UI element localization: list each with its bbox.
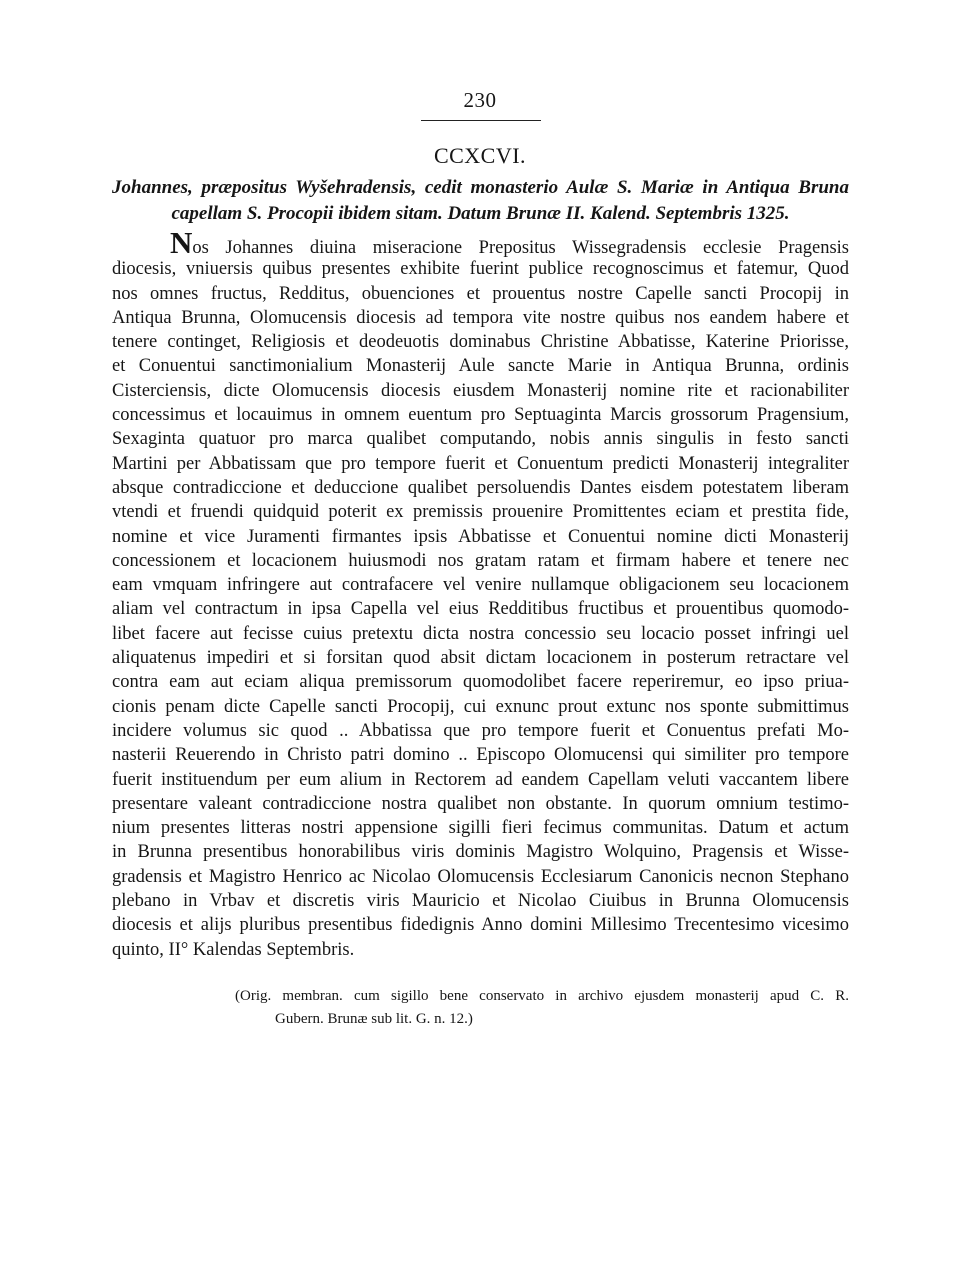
charter-line: diocesis et alijs pluribus presentibus fidedignis Anno domini Millesimo Trecentesimo vicesimo — [112, 915, 849, 936]
charter-line: eam vmquam infringere aut contrafacere vel venire nullamque obligacionem seu locacionem — [112, 575, 849, 596]
charter-line: nos omnes fructus, Redditus, obuenciones et prouentus nostre Capelle sancti Procopij in — [112, 283, 849, 304]
summary-line: capellam S. Procopii ibidem sitam. Datum Brunæ II. Kalend. Septembris 1325. — [171, 203, 790, 224]
charter-line: gradensis et Magistro Henrico ac Nicolao Olomucensis Ecclesiarum Canonicis necnon Stephano — [112, 866, 849, 887]
charter-line: diocesis, vniuersis quibus presentes exhibite fuerint publice recognoscimus et fatemur, Quod — [112, 259, 849, 280]
first-line-text: os Johannes diuina miseracione Prepositus Wissegradensis ecclesie Pragensis — [192, 238, 849, 258]
charter-line: absque contradiccione et deduccione qualibet persoluendis Dantes eisdem potestatem liberam — [112, 477, 849, 498]
summary-line: Johannes, præpositus Wyšehradensis, cedit monasterio Aulæ S. Mariæ in Antiqua Bruna — [112, 177, 849, 198]
charter-line: libet facere aut fecisse cuius pretextu dicta nostra concessio seu locacio posset infringi uel — [112, 623, 849, 644]
charter-line: plebano in Vrbav et discretis viris Mauricio et Nicolao Ciuibus in Brunna Olomucensis — [112, 891, 849, 912]
charter-line: presentare valeant contradiccione nostra qualibet non obstante. In quorum omnium testimo- — [112, 793, 849, 814]
page-number-rule — [421, 120, 541, 121]
drop-initial: N — [170, 225, 193, 260]
charter-line: in Brunna presentibus honorabilibus viris dominis Magistro Wolquino, Pragensis et Wisse- — [112, 842, 849, 863]
source-note — [235, 985, 849, 1031]
charter-line: concessionem et locacionem huiusmodi nos gratam ratam et firmam habere et tenere nec — [112, 550, 849, 571]
charter-line: aliquatenus impediri et si forsitan quod absit dictam locacionem in posterum retractare vel — [112, 648, 849, 669]
charter-line: quinto, II° Kalendas Septembris. — [112, 939, 355, 960]
charter-first-line — [112, 225, 849, 260]
charter-line: aliam vel contractum in ipsa Capella vel eius Redditibus fructibus et prouentibus quomodo- — [112, 599, 849, 620]
document-number: CCXCVI. — [433, 143, 527, 168]
charter-line: nomine et vice Juramenti firmantes ipsis Abbatisse et Conuentui nomine dicti Monasterij — [112, 526, 849, 547]
charter-line: Cisterciensis, dicte Olomucensis diocesis eiusdem Monasterij nomine rite et racionabiliter — [112, 380, 849, 401]
charter-line: nasterii Reuerendo in Christo patri domino .. Episcopo Olomucensi qui similiter pro tempore — [112, 745, 849, 766]
charter-line: concessimus et locauimus in omnem euentum pro Septuaginta Marcis grossorum Pragensium, — [112, 405, 849, 426]
page-number: 230 — [463, 88, 497, 112]
charter-line: cionis penam dicte Capelle sancti Procopij, cui exnunc prout extunc nos sponte submittimus — [112, 696, 849, 717]
charter-line: Martini per Abbatissam que pro tempore fuerit et Conuentum predicti Monasterij integraliter — [112, 453, 849, 474]
charter-line: Sexaginta quatuor pro marca qualibet computando, nobis annis singulis in festo sancti — [112, 429, 849, 450]
source-note-line: Gubern. Brunæ sub lit. G. n. 12.) — [275, 1011, 473, 1027]
charter-line: contra eam aut eciam aliqua premissorum quomodolibet facere reperiremur, eo ipso priua- — [112, 672, 849, 693]
charter-line: nium presentes litteras nostri appensione sigilli fieri fecimus communitas. Datum et actum — [112, 818, 849, 839]
charter-text — [112, 225, 849, 962]
charter-line: incidere volumus sic quod .. Abbatissa que pro tempore fuerit et Conuentus prefati Mo- — [112, 720, 849, 741]
charter-line: tenere continget, Religiosis et deodeuotis dominabus Christine Abbatisse, Katerine Priorisse, — [112, 332, 849, 353]
charter-line: fuerit instituendum per eum alium in Rectorem ad eandem Capellam veluti vaccantem libere — [112, 769, 849, 790]
document-summary — [112, 175, 849, 227]
charter-line: Antiqua Brunna, Olomucensis diocesis ad tempora vite nostre quibus nos eandem habere et — [112, 307, 849, 328]
source-note-line: (Orig. membran. cum sigillo bene conservato in archivo ejusdem monasterij apud C. R. — [235, 988, 849, 1004]
charter-line: vtendi et fruendi quidquid poterit ex premissis prouenire Promittentes eciam et prestita fide, — [112, 502, 849, 523]
charter-line: et Conuentui sanctimonialium Monasterij Aule sancte Marie in Antiqua Brunna, ordinis — [112, 356, 849, 377]
